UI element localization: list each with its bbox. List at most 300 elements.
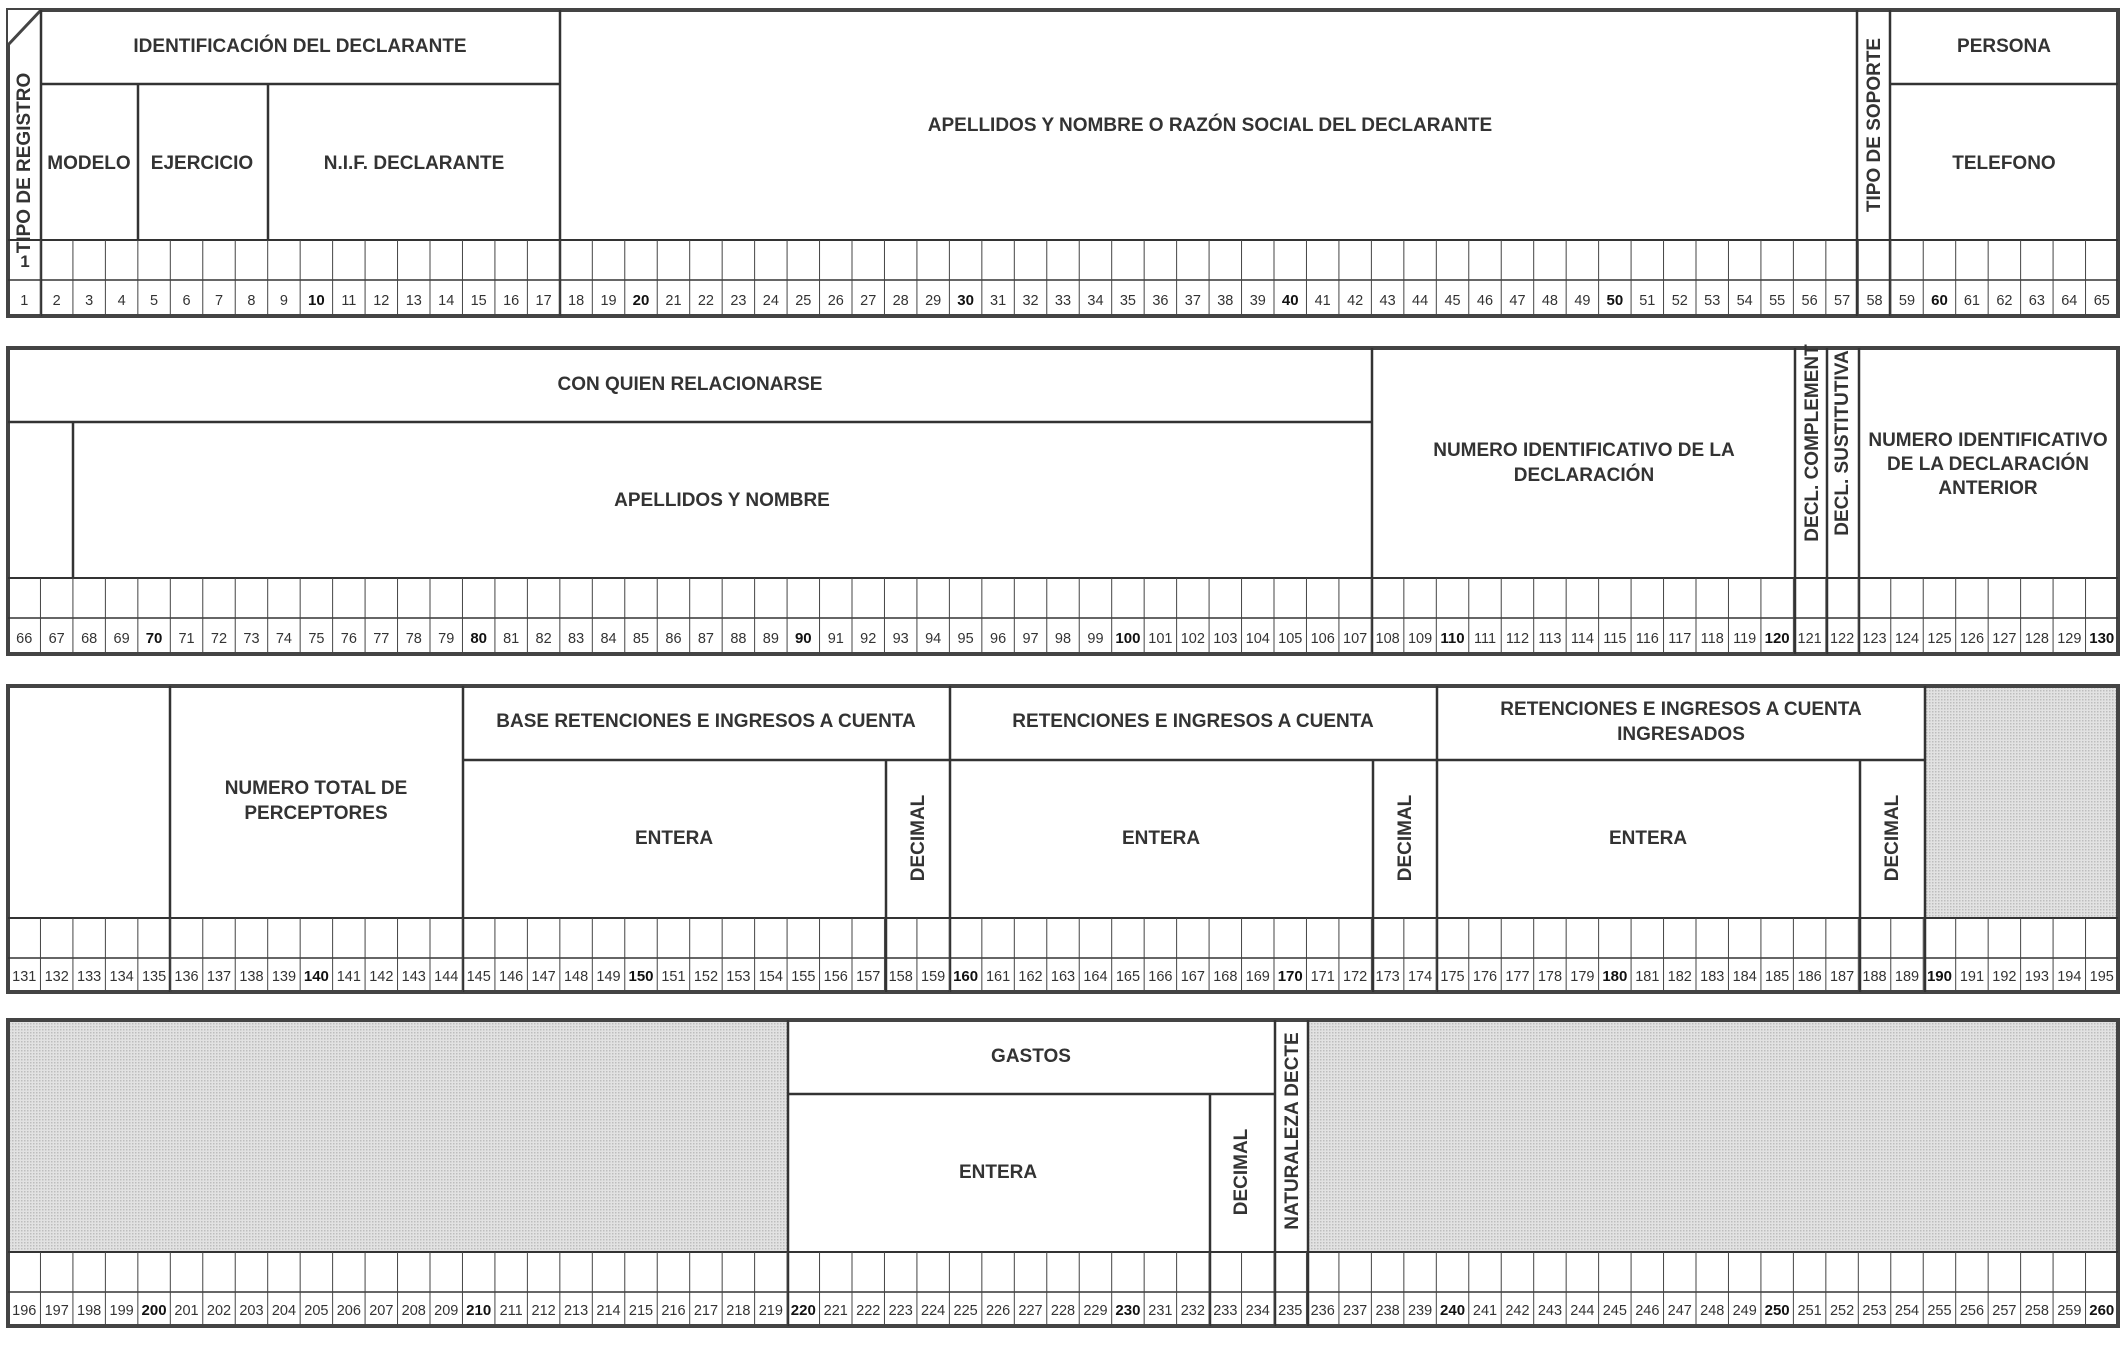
entry-cell-162[interactable] xyxy=(1015,920,1045,956)
entry-cell-62[interactable] xyxy=(1989,242,2019,278)
position-number: 49 xyxy=(1574,293,1591,309)
entry-cell-143[interactable] xyxy=(399,920,429,956)
entry-cell-213[interactable] xyxy=(561,1254,591,1290)
entry-cell-201[interactable] xyxy=(171,1254,201,1290)
entry-cell-137[interactable] xyxy=(204,920,234,956)
entry-cell-189[interactable] xyxy=(1892,920,1922,956)
entry-cell-22[interactable] xyxy=(691,242,721,278)
entry-cell-39[interactable] xyxy=(1243,242,1273,278)
entry-cell-200[interactable] xyxy=(139,1254,169,1290)
entry-cell-214[interactable] xyxy=(593,1254,623,1290)
entry-cell-23[interactable] xyxy=(723,242,753,278)
entry-cell-176[interactable] xyxy=(1470,920,1500,956)
position-number: 247 xyxy=(1667,1303,1692,1319)
entry-cell-207[interactable] xyxy=(366,1254,396,1290)
entry-cell-72[interactable] xyxy=(204,580,234,616)
entry-cell-145[interactable] xyxy=(463,920,493,956)
numero-decl-label-1: NUMERO IDENTIFICATIVO DE LA xyxy=(1433,440,1735,461)
entry-cell-57[interactable] xyxy=(1827,242,1857,278)
entry-cell-114[interactable] xyxy=(1567,580,1597,616)
entry-cell-155[interactable] xyxy=(788,920,818,956)
entry-cell-232[interactable] xyxy=(1178,1254,1208,1290)
entry-cell-11[interactable] xyxy=(334,242,364,278)
entry-cell-103[interactable] xyxy=(1210,580,1240,616)
entry-cell-225[interactable] xyxy=(950,1254,980,1290)
entry-cell-82[interactable] xyxy=(528,580,558,616)
entry-cell-243[interactable] xyxy=(1535,1254,1565,1290)
entry-cell-40[interactable] xyxy=(1275,242,1305,278)
entry-cell-112[interactable] xyxy=(1502,580,1532,616)
entry-cell-70[interactable] xyxy=(139,580,169,616)
entry-cell-209[interactable] xyxy=(431,1254,461,1290)
entry-cell-28[interactable] xyxy=(885,242,915,278)
entry-cell-175[interactable] xyxy=(1437,920,1467,956)
position-number: 78 xyxy=(405,631,422,647)
entry-cell-130[interactable] xyxy=(2087,580,2117,616)
position-number: 101 xyxy=(1148,631,1173,647)
entry-cell-234[interactable] xyxy=(1243,1254,1273,1290)
entry-cell-36[interactable] xyxy=(1145,242,1175,278)
entry-cell-168[interactable] xyxy=(1210,920,1240,956)
entry-cell-144[interactable] xyxy=(431,920,461,956)
entry-cell-254[interactable] xyxy=(1892,1254,1922,1290)
position-number: 47 xyxy=(1509,293,1526,309)
entry-cell-249[interactable] xyxy=(1729,1254,1759,1290)
entry-cell-124[interactable] xyxy=(1892,580,1922,616)
entry-cell-90[interactable] xyxy=(788,580,818,616)
entry-cell-52[interactable] xyxy=(1665,242,1695,278)
entry-cell-41[interactable] xyxy=(1307,242,1337,278)
position-number: 200 xyxy=(141,1302,167,1319)
entry-cell-58[interactable] xyxy=(1859,242,1889,278)
entry-cell-43[interactable] xyxy=(1372,242,1402,278)
entry-cell-149[interactable] xyxy=(593,920,623,956)
entry-cell-256[interactable] xyxy=(1957,1254,1987,1290)
entry-cell-88[interactable] xyxy=(723,580,753,616)
entry-cell-194[interactable] xyxy=(2054,920,2084,956)
entry-cell-48[interactable] xyxy=(1535,242,1565,278)
entry-cell-132[interactable] xyxy=(41,920,71,956)
entry-cell-156[interactable] xyxy=(821,920,851,956)
section-1-identificacion xyxy=(8,10,2118,316)
entry-cell-8[interactable] xyxy=(236,242,266,278)
entry-cell-14[interactable] xyxy=(431,242,461,278)
entry-cell-227[interactable] xyxy=(1015,1254,1045,1290)
entry-cell-174[interactable] xyxy=(1405,920,1435,956)
entry-cell-83[interactable] xyxy=(561,580,591,616)
entry-cell-56[interactable] xyxy=(1794,242,1824,278)
position-number: 243 xyxy=(1537,1303,1563,1319)
entry-cell-115[interactable] xyxy=(1600,580,1630,616)
entry-cell-96[interactable] xyxy=(983,580,1013,616)
entera-label-ing: ENTERA xyxy=(1608,828,1688,849)
entry-cell-108[interactable] xyxy=(1372,580,1402,616)
entry-cell-123[interactable] xyxy=(1859,580,1889,616)
entry-cell-99[interactable] xyxy=(1080,580,1110,616)
entry-cell-147[interactable] xyxy=(528,920,558,956)
entry-cell-7[interactable] xyxy=(204,242,234,278)
entry-cell-19[interactable] xyxy=(593,242,623,278)
position-number: 157 xyxy=(856,969,881,985)
entry-cell-25[interactable] xyxy=(788,242,818,278)
entry-cell-116[interactable] xyxy=(1632,580,1662,616)
entry-cell-157[interactable] xyxy=(853,920,883,956)
entry-cell-181[interactable] xyxy=(1632,920,1662,956)
position-number: 3 xyxy=(85,293,94,309)
position-number: 48 xyxy=(1541,293,1558,309)
entry-cell-192[interactable] xyxy=(1989,920,2019,956)
entry-cell-251[interactable] xyxy=(1794,1254,1824,1290)
entry-cell-217[interactable] xyxy=(691,1254,721,1290)
decimal-label-gastos: DECIMAL xyxy=(1231,1128,1252,1216)
entry-cell-65[interactable] xyxy=(2087,242,2117,278)
entry-cell-138[interactable] xyxy=(236,920,266,956)
position-number: 187 xyxy=(1829,969,1855,985)
entry-cell-86[interactable] xyxy=(658,580,688,616)
entry-cell-129[interactable] xyxy=(2054,580,2084,616)
entry-cell-54[interactable] xyxy=(1729,242,1759,278)
entry-cell-221[interactable] xyxy=(821,1254,851,1290)
entry-cell-53[interactable] xyxy=(1697,242,1727,278)
entry-cell-204[interactable] xyxy=(269,1254,299,1290)
entry-cell-51[interactable] xyxy=(1632,242,1662,278)
entry-cell-236[interactable] xyxy=(1307,1254,1337,1290)
entry-cell-171[interactable] xyxy=(1307,920,1337,956)
entry-cell-244[interactable] xyxy=(1567,1254,1597,1290)
entry-cell-131[interactable] xyxy=(9,920,39,956)
entry-cell-46[interactable] xyxy=(1470,242,1500,278)
entry-cell-33[interactable] xyxy=(1048,242,1078,278)
position-number: 251 xyxy=(1797,1303,1822,1319)
entry-cell-133[interactable] xyxy=(74,920,104,956)
entry-cell-159[interactable] xyxy=(918,920,948,956)
position-number: 42 xyxy=(1347,293,1364,309)
entry-cell-42[interactable] xyxy=(1340,242,1370,278)
entry-cell-233[interactable] xyxy=(1210,1254,1240,1290)
entry-cell-60[interactable] xyxy=(1924,242,1954,278)
entry-cell-64[interactable] xyxy=(2054,242,2084,278)
entry-cell-258[interactable] xyxy=(2022,1254,2052,1290)
entry-cell-172[interactable] xyxy=(1340,920,1370,956)
entry-cell-229[interactable] xyxy=(1080,1254,1110,1290)
entry-cell-20[interactable] xyxy=(626,242,656,278)
entry-cell-35[interactable] xyxy=(1113,242,1143,278)
entry-cell-226[interactable] xyxy=(983,1254,1013,1290)
entry-cell-120[interactable] xyxy=(1762,580,1792,616)
position-number: 83 xyxy=(568,631,585,647)
entry-cell-17[interactable] xyxy=(528,242,558,278)
entry-cell-216[interactable] xyxy=(658,1254,688,1290)
entry-cell-84[interactable] xyxy=(593,580,623,616)
entry-cell-71[interactable] xyxy=(171,580,201,616)
entry-cell-215[interactable] xyxy=(626,1254,656,1290)
entry-cell-85[interactable] xyxy=(626,580,656,616)
entry-cell-203[interactable] xyxy=(236,1254,266,1290)
entry-cell-180[interactable] xyxy=(1600,920,1630,956)
entry-cell-150[interactable] xyxy=(626,920,656,956)
entry-cell-173[interactable] xyxy=(1372,920,1402,956)
entry-cell-10[interactable] xyxy=(301,242,331,278)
entry-cell-102[interactable] xyxy=(1178,580,1208,616)
entry-cell-128[interactable] xyxy=(2022,580,2052,616)
entry-cell-167[interactable] xyxy=(1178,920,1208,956)
position-number: 73 xyxy=(243,631,260,647)
entry-cell-219[interactable] xyxy=(756,1254,786,1290)
entry-cell-184[interactable] xyxy=(1729,920,1759,956)
position-number: 81 xyxy=(503,631,520,647)
entry-cell-210[interactable] xyxy=(463,1254,493,1290)
entry-cell-69[interactable] xyxy=(106,580,136,616)
entry-cell-21[interactable] xyxy=(658,242,688,278)
entry-cell-127[interactable] xyxy=(1989,580,2019,616)
entry-cell-237[interactable] xyxy=(1340,1254,1370,1290)
entry-cell-187[interactable] xyxy=(1827,920,1857,956)
entry-cell-50[interactable] xyxy=(1600,242,1630,278)
entry-cell-105[interactable] xyxy=(1275,580,1305,616)
entry-cell-241[interactable] xyxy=(1470,1254,1500,1290)
entry-cell-135[interactable] xyxy=(139,920,169,956)
entry-cell-9[interactable] xyxy=(269,242,299,278)
entry-cell-252[interactable] xyxy=(1827,1254,1857,1290)
entry-cell-163[interactable] xyxy=(1048,920,1078,956)
entry-cell-16[interactable] xyxy=(496,242,526,278)
position-number: 186 xyxy=(1797,969,1822,985)
position-number: 239 xyxy=(1407,1303,1433,1319)
entry-cell-45[interactable] xyxy=(1437,242,1467,278)
entry-cell-228[interactable] xyxy=(1048,1254,1078,1290)
entry-cell-125[interactable] xyxy=(1924,580,1954,616)
entry-cell-178[interactable] xyxy=(1535,920,1565,956)
entry-cell-31[interactable] xyxy=(983,242,1013,278)
entry-cell-110[interactable] xyxy=(1437,580,1467,616)
position-number: 189 xyxy=(1894,969,1920,985)
entry-cell-87[interactable] xyxy=(691,580,721,616)
entry-cell-13[interactable] xyxy=(399,242,429,278)
position-number: 88 xyxy=(730,631,747,647)
entry-cell-212[interactable] xyxy=(528,1254,558,1290)
entry-cell-250[interactable] xyxy=(1762,1254,1792,1290)
position-number: 161 xyxy=(985,969,1011,985)
entry-cell-118[interactable] xyxy=(1697,580,1727,616)
entry-cell-106[interactable] xyxy=(1307,580,1337,616)
position-number: 133 xyxy=(77,969,102,985)
entry-cell-100[interactable] xyxy=(1113,580,1143,616)
entry-cell-211[interactable] xyxy=(496,1254,526,1290)
entry-cell-177[interactable] xyxy=(1502,920,1532,956)
entry-cell-67[interactable] xyxy=(41,580,71,616)
entry-cell-188[interactable] xyxy=(1859,920,1889,956)
entry-cell-30[interactable] xyxy=(950,242,980,278)
entry-cell-248[interactable] xyxy=(1697,1254,1727,1290)
entry-cell-122[interactable] xyxy=(1827,580,1857,616)
entry-cell-257[interactable] xyxy=(1989,1254,2019,1290)
entry-cell-37[interactable] xyxy=(1178,242,1208,278)
entry-cell-218[interactable] xyxy=(723,1254,753,1290)
entry-cell-74[interactable] xyxy=(269,580,299,616)
entry-cell-246[interactable] xyxy=(1632,1254,1662,1290)
entry-cell-93[interactable] xyxy=(885,580,915,616)
entry-cell-78[interactable] xyxy=(399,580,429,616)
entry-cell-182[interactable] xyxy=(1665,920,1695,956)
entry-cell-238[interactable] xyxy=(1372,1254,1402,1290)
entry-cell-75[interactable] xyxy=(301,580,331,616)
entry-cell-191[interactable] xyxy=(1957,920,1987,956)
entry-cell-6[interactable] xyxy=(171,242,201,278)
entry-cell-208[interactable] xyxy=(399,1254,429,1290)
entry-cell-193[interactable] xyxy=(2022,920,2052,956)
entry-cell-195[interactable] xyxy=(2087,920,2117,956)
entry-cell-119[interactable] xyxy=(1729,580,1759,616)
entry-cell-139[interactable] xyxy=(269,920,299,956)
entry-cell-260[interactable] xyxy=(2087,1254,2117,1290)
entry-cell-27[interactable] xyxy=(853,242,883,278)
entry-cell-205[interactable] xyxy=(301,1254,331,1290)
entry-cell-73[interactable] xyxy=(236,580,266,616)
entry-cell-24[interactable] xyxy=(756,242,786,278)
entry-cell-151[interactable] xyxy=(658,920,688,956)
entry-cell-206[interactable] xyxy=(334,1254,364,1290)
entry-cell-136[interactable] xyxy=(171,920,201,956)
entry-cell-255[interactable] xyxy=(1924,1254,1954,1290)
position-number: 102 xyxy=(1180,631,1205,647)
entry-cell-140[interactable] xyxy=(301,920,331,956)
entry-cell-3[interactable] xyxy=(74,242,104,278)
position-number: 31 xyxy=(990,293,1007,309)
entry-cell-101[interactable] xyxy=(1145,580,1175,616)
entry-cell-141[interactable] xyxy=(334,920,364,956)
entry-cell-165[interactable] xyxy=(1113,920,1143,956)
entry-cell-15[interactable] xyxy=(463,242,493,278)
entry-cell-230[interactable] xyxy=(1113,1254,1143,1290)
position-number: 91 xyxy=(827,631,844,647)
entry-cell-224[interactable] xyxy=(918,1254,948,1290)
entry-cell-198[interactable] xyxy=(74,1254,104,1290)
entry-cell-186[interactable] xyxy=(1794,920,1824,956)
entry-cell-117[interactable] xyxy=(1665,580,1695,616)
entry-cell-113[interactable] xyxy=(1535,580,1565,616)
entry-cell-77[interactable] xyxy=(366,580,396,616)
entry-cell-55[interactable] xyxy=(1762,242,1792,278)
position-number: 94 xyxy=(925,631,942,647)
entry-cell-146[interactable] xyxy=(496,920,526,956)
entry-cell-12[interactable] xyxy=(366,242,396,278)
position-number: 90 xyxy=(794,630,812,647)
entry-cell-66[interactable] xyxy=(9,580,39,616)
entry-cell-80[interactable] xyxy=(463,580,493,616)
position-number: 106 xyxy=(1310,631,1335,647)
entry-cell-169[interactable] xyxy=(1243,920,1273,956)
entry-cell-179[interactable] xyxy=(1567,920,1597,956)
entry-cell-81[interactable] xyxy=(496,580,526,616)
entry-cell-148[interactable] xyxy=(561,920,591,956)
entry-cell-94[interactable] xyxy=(918,580,948,616)
entry-cell-196[interactable] xyxy=(9,1254,39,1290)
entry-cell-44[interactable] xyxy=(1405,242,1435,278)
entry-cell-47[interactable] xyxy=(1502,242,1532,278)
entry-cell-126[interactable] xyxy=(1957,580,1987,616)
entry-cell-152[interactable] xyxy=(691,920,721,956)
entry-cell-79[interactable] xyxy=(431,580,461,616)
entry-cell-235[interactable] xyxy=(1275,1254,1305,1290)
entry-cell-59[interactable] xyxy=(1892,242,1922,278)
entry-cell-158[interactable] xyxy=(885,920,915,956)
entry-cell-166[interactable] xyxy=(1145,920,1175,956)
entry-cell-199[interactable] xyxy=(106,1254,136,1290)
entry-cell-222[interactable] xyxy=(853,1254,883,1290)
entry-cell-61[interactable] xyxy=(1957,242,1987,278)
entry-cell-121[interactable] xyxy=(1794,580,1824,616)
entry-cell-29[interactable] xyxy=(918,242,948,278)
entry-cell-89[interactable] xyxy=(756,580,786,616)
position-number: 191 xyxy=(1959,969,1985,985)
entry-cell-2[interactable] xyxy=(41,242,71,278)
shaded-area-4b xyxy=(1308,1020,2118,1252)
position-number: 44 xyxy=(1412,293,1429,309)
entry-cell-142[interactable] xyxy=(366,920,396,956)
entry-cell-76[interactable] xyxy=(334,580,364,616)
position-number: 96 xyxy=(990,631,1007,647)
entry-cell-220[interactable] xyxy=(788,1254,818,1290)
entry-cell-97[interactable] xyxy=(1015,580,1045,616)
entry-cell-38[interactable] xyxy=(1210,242,1240,278)
entry-cell-109[interactable] xyxy=(1405,580,1435,616)
entry-cell-5[interactable] xyxy=(139,242,169,278)
entry-cell-26[interactable] xyxy=(821,242,851,278)
entry-cell-242[interactable] xyxy=(1502,1254,1532,1290)
entry-cell-63[interactable] xyxy=(2022,242,2052,278)
position-number: 127 xyxy=(1992,631,2017,647)
entry-cell-91[interactable] xyxy=(821,580,851,616)
entry-cell-111[interactable] xyxy=(1470,580,1500,616)
entry-cell-253[interactable] xyxy=(1859,1254,1889,1290)
entry-cell-240[interactable] xyxy=(1437,1254,1467,1290)
entry-cell-153[interactable] xyxy=(723,920,753,956)
entry-cell-98[interactable] xyxy=(1048,580,1078,616)
position-number: 6 xyxy=(182,293,191,309)
entry-cell-183[interactable] xyxy=(1697,920,1727,956)
entry-cell-164[interactable] xyxy=(1080,920,1110,956)
position-number: 177 xyxy=(1505,969,1530,985)
entry-cell-185[interactable] xyxy=(1762,920,1792,956)
entry-cell-223[interactable] xyxy=(885,1254,915,1290)
entry-cell-49[interactable] xyxy=(1567,242,1597,278)
entry-cell-104[interactable] xyxy=(1243,580,1273,616)
entry-cell-32[interactable] xyxy=(1015,242,1045,278)
entry-cell-231[interactable] xyxy=(1145,1254,1175,1290)
entry-cell-68[interactable] xyxy=(74,580,104,616)
entry-cell-161[interactable] xyxy=(983,920,1013,956)
entry-cell-95[interactable] xyxy=(950,580,980,616)
entry-cell-245[interactable] xyxy=(1600,1254,1630,1290)
entry-cell-34[interactable] xyxy=(1080,242,1110,278)
entry-cell-239[interactable] xyxy=(1405,1254,1435,1290)
position-number: 232 xyxy=(1180,1303,1205,1319)
entry-cell-202[interactable] xyxy=(204,1254,234,1290)
entry-cell-107[interactable] xyxy=(1340,580,1370,616)
entry-cell-92[interactable] xyxy=(853,580,883,616)
entry-cell-160[interactable] xyxy=(950,920,980,956)
entry-cell-154[interactable] xyxy=(756,920,786,956)
entry-cell-134[interactable] xyxy=(106,920,136,956)
entry-cell-170[interactable] xyxy=(1275,920,1305,956)
position-number: 113 xyxy=(1538,631,1562,647)
entry-cell-259[interactable] xyxy=(2054,1254,2084,1290)
entry-cell-4[interactable] xyxy=(106,242,136,278)
entry-cell-197[interactable] xyxy=(41,1254,71,1290)
entry-cell-190[interactable] xyxy=(1924,920,1954,956)
entry-cell-247[interactable] xyxy=(1665,1254,1695,1290)
entry-cell-18[interactable] xyxy=(561,242,591,278)
